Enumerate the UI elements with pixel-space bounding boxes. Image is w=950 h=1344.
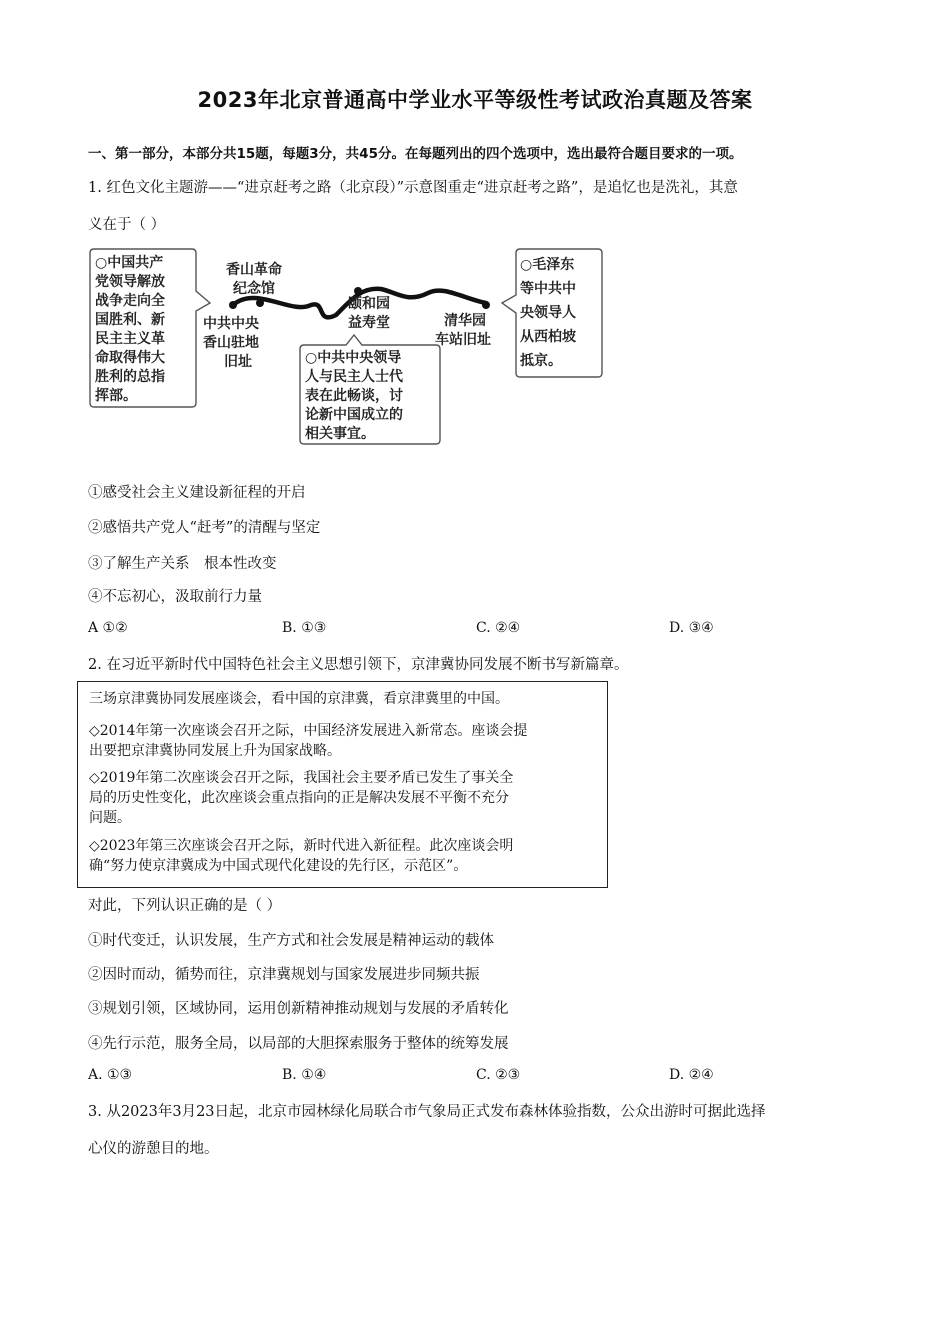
callout-left-line: ○中国共产: [95, 255, 164, 271]
label-qinghua: 清华园: [444, 313, 486, 329]
callout-middle-line: 相关事宜。: [305, 426, 375, 442]
route-map-svg: [86, 245, 606, 450]
callout-left-line: 国胜利、新: [95, 312, 165, 328]
label-qinghua: 车站旧址: [435, 332, 491, 348]
q1-option-a[interactable]: A ①②: [88, 620, 128, 636]
q1-options: [88, 620, 788, 642]
label-xiangshan-memorial: 纪念馆: [233, 281, 275, 297]
q2-box-line: 确“努力使京津冀成为中国式现代化建设的先行区，示范区”。: [89, 858, 468, 874]
q3-stem-line2: 心仪的游憩目的地。: [88, 1141, 219, 1157]
q2-box-line: 局的历史性变化，此次座谈会重点指向的正是解决发展不平衡不充分: [89, 790, 509, 806]
label-xiangshan-site: 香山驻地: [203, 335, 259, 351]
q2-option-a[interactable]: A. ①③: [88, 1067, 133, 1083]
q1-option-b[interactable]: B. ①③: [282, 620, 327, 636]
label-xiangshan-memorial: 香山革命: [226, 262, 282, 278]
q1-item: ②感悟共产党人“赶考”的清醒与坚定: [88, 520, 321, 536]
q2-item: ③规划引领，区域协同，运用创新精神推动规划与发展的矛盾转化: [88, 1001, 509, 1017]
callout-left-line: 战争走向全: [95, 293, 165, 309]
q2-stem: 2. 在习近平新时代中国特色社会主义思想引领下，京津冀协同发展不断书写新篇章。: [88, 657, 629, 673]
q1-stem-line1: 1. 红色文化主题游——“进京赶考之路（北京段）”示意图重走“进京赶考之路”，是追忆也是洗礼，其意: [88, 180, 738, 196]
page-title: 2023年北京普通高中学业水平等级性考试政治真题及答案: [197, 88, 753, 112]
q2-box-line: ◇2023年第三次座谈会召开之际，新时代进入新征程。此次座谈会明: [89, 838, 514, 854]
callout-middle-line: 人与民主人士代: [305, 369, 403, 385]
q2-prompt: 对此，下列认识正确的是（ ）: [88, 898, 282, 914]
q2-item: ①时代变迁，认识发展，生产方式和社会发展是精神运动的载体: [88, 933, 494, 949]
route-point-xiangshan-site: [229, 301, 237, 309]
q1-stem-line2: 义在于（ ）: [88, 217, 166, 233]
label-xiangshan-site: 旧址: [224, 354, 252, 370]
callout-middle-line: ○中共中央领导: [305, 350, 402, 366]
label-yiheyuan: 颐和园: [348, 296, 390, 312]
callout-right-line: 从西柏坡: [520, 329, 576, 345]
q2-option-c[interactable]: C. ②③: [476, 1067, 521, 1083]
q2-item: ②因时而动，循势而往，京津冀规划与国家发展进步同频共振: [88, 967, 480, 983]
callout-middle-line: 表在此畅谈，讨: [305, 388, 403, 404]
q1-item: ①感受社会主义建设新征程的开启: [88, 485, 306, 501]
q2-box-line: ◇2019年第二次座谈会召开之际，我国社会主要矛盾已发生了事关全: [89, 770, 514, 786]
callout-middle-line: 论新中国成立的: [305, 407, 403, 423]
route-map: [86, 245, 606, 450]
route-point-qinghua: [482, 301, 490, 309]
q2-options: [88, 1067, 788, 1089]
callout-right-line: ○毛泽东: [520, 257, 575, 273]
callout-right-line: 抵京。: [520, 353, 562, 369]
callout-left-line: 挥部。: [95, 388, 137, 404]
q2-option-b[interactable]: B. ①④: [282, 1067, 327, 1083]
callout-left-line: 民主主义革: [95, 331, 165, 347]
q1-item: ③了解生产关系 根本性改变: [88, 556, 277, 572]
callout-right-line: 央领导人: [520, 305, 576, 321]
q2-box-line: ◇2014年第一次座谈会召开之际，中国经济发展进入新常态。座谈会提: [89, 723, 528, 739]
callout-left-line: 党领导解放: [95, 274, 165, 290]
q1-option-c[interactable]: C. ②④: [476, 620, 521, 636]
callout-left-line: 命取得伟大: [95, 350, 165, 366]
section-heading: 一、第一部分，本部分共15题，每题3分，共45分。在每题列出的四个选项中，选出最符合题目要求的一项。: [88, 146, 743, 162]
label-xiangshan-site: 中共中央: [203, 316, 259, 332]
q3-stem-line1: 3. 从2023年3月23日起，北京市园林绿化局联合市气象局正式发布森林体验指数，公众出游时可据此选择: [88, 1104, 766, 1120]
callout-left-line: 胜利的总指: [95, 369, 165, 385]
label-yiheyuan: 益寿堂: [348, 315, 390, 331]
callout-right-line: 等中共中: [520, 281, 576, 297]
q2-option-d[interactable]: D. ②④: [669, 1067, 714, 1083]
q2-box-line: 出要把京津冀协同发展上升为国家战略。: [89, 743, 341, 759]
q2-item: ④先行示范，服务全局，以局部的大胆探索服务于整体的统筹发展: [88, 1036, 509, 1052]
q2-box-intro: 三场京津冀协同发展座谈会，看中国的京津冀，看京津冀里的中国。: [89, 691, 509, 707]
q2-box-line: 问题。: [89, 810, 131, 826]
q2-material-box: [77, 681, 608, 888]
q1-item: ④不忘初心，汲取前行力量: [88, 589, 262, 605]
route-point-yiheyuan: [354, 287, 362, 295]
q1-option-d[interactable]: D. ③④: [669, 620, 714, 636]
route-point-xiangshan-memorial: [256, 299, 264, 307]
